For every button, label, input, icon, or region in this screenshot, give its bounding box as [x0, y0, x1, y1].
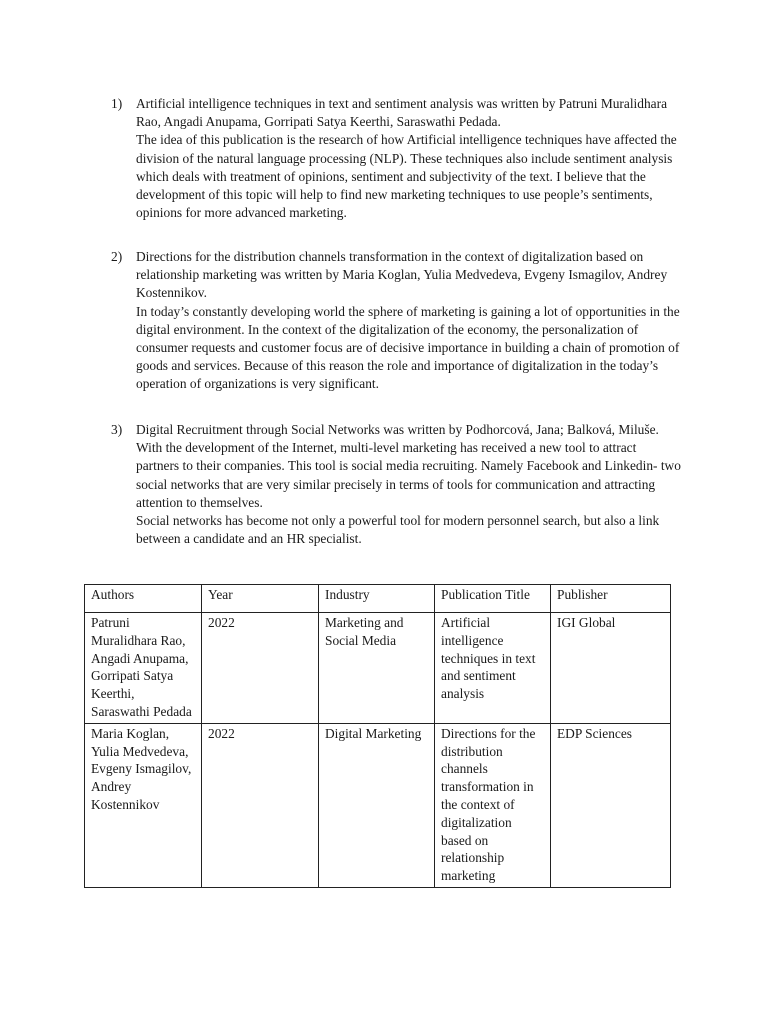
item-title: Directions for the distribution channels transformation in the context of digitalization based on relationship marketing was written by Maria Koglan, Yulia Medvedeva, Evgeny Ismagilov, Andrey Kostennikov.	[136, 249, 668, 301]
cell-authors: Patruni Muralidhara Rao, Angadi Anupama, Gorripati Satya Keerthi, Saraswathi Pedada	[85, 613, 202, 724]
cell-industry: Digital Marketing	[319, 723, 435, 887]
item-paragraph: In today’s constantly developing world the sphere of marketing is gaining a lot of opportunities in the digital environment. In the context of the digitalization of the economy, the personalization of consumer requests and customer focus are of decisive importance in building a chain of promotion of goods and services. Because of this reason the role and importance of digitalization in the today’s operation of organizations is very significant.	[136, 303, 680, 392]
table-row	[85, 723, 671, 887]
item-paragraph: With the development of the Internet, multi-level marketing has received a new tool to attract partners to their companies. This tool is social media recruiting. Namely Facebook and Linkedin- two social networks that are very similar precisely in terms of tools for communication and attracting attention to themselves.	[136, 440, 681, 510]
cell-publication-title: Directions for the distribution channels transformation in the context of digitalization based on relationship marketing	[435, 723, 551, 887]
cell-industry: Marketing and Social Media	[319, 613, 435, 724]
list-number: 3)	[111, 422, 123, 437]
header-year: Year	[202, 585, 319, 613]
cell-publisher: EDP Sciences	[551, 723, 671, 887]
list-number: 1)	[111, 96, 123, 111]
header-industry: Industry	[319, 585, 435, 613]
list-item	[111, 421, 681, 548]
item-paragraph: Social networks has become not only a powerful tool for modern personnel search, but also a link between a candidate and an HR specialist.	[136, 513, 660, 547]
item-paragraph: The idea of this publication is the research of how Artificial intelligence techniques have affected the division of the natural language processing (NLP). These techniques also include sentiment analysis which deals with treatment of opinions, sentiment and subjectivity of the text. I believe that the development of this topic will help to find new marketing techniques to use people’s sentiments, opinions for more advanced marketing.	[136, 132, 677, 221]
header-authors: Authors	[85, 585, 202, 613]
header-publisher: Publisher	[551, 585, 671, 613]
list-item	[111, 248, 681, 394]
list-number: 2)	[111, 249, 123, 264]
publications-table	[84, 584, 671, 888]
cell-authors: Maria Koglan, Yulia Medvedeva, Evgeny Ismagilov, Andrey Kostennikov	[85, 723, 202, 887]
list-item	[111, 95, 681, 222]
table-row	[85, 613, 671, 724]
cell-publication-title: Artificial intelligence techniques in text and sentiment analysis	[435, 613, 551, 724]
header-publication-title: Publication Title	[435, 585, 551, 613]
item-title: Artificial intelligence techniques in text and sentiment analysis was written by Patruni Muralidhara Rao, Angadi Anupama, Gorripati Satya Keerthi, Saraswathi Pedada.	[136, 96, 668, 130]
item-title: Digital Recruitment through Social Networks was written by Podhorcová, Jana; Balková, Miluše.	[136, 422, 659, 437]
cell-year: 2022	[202, 613, 319, 724]
cell-publisher: IGI Global	[551, 613, 671, 724]
table-header-row	[85, 585, 671, 613]
cell-year: 2022	[202, 723, 319, 887]
